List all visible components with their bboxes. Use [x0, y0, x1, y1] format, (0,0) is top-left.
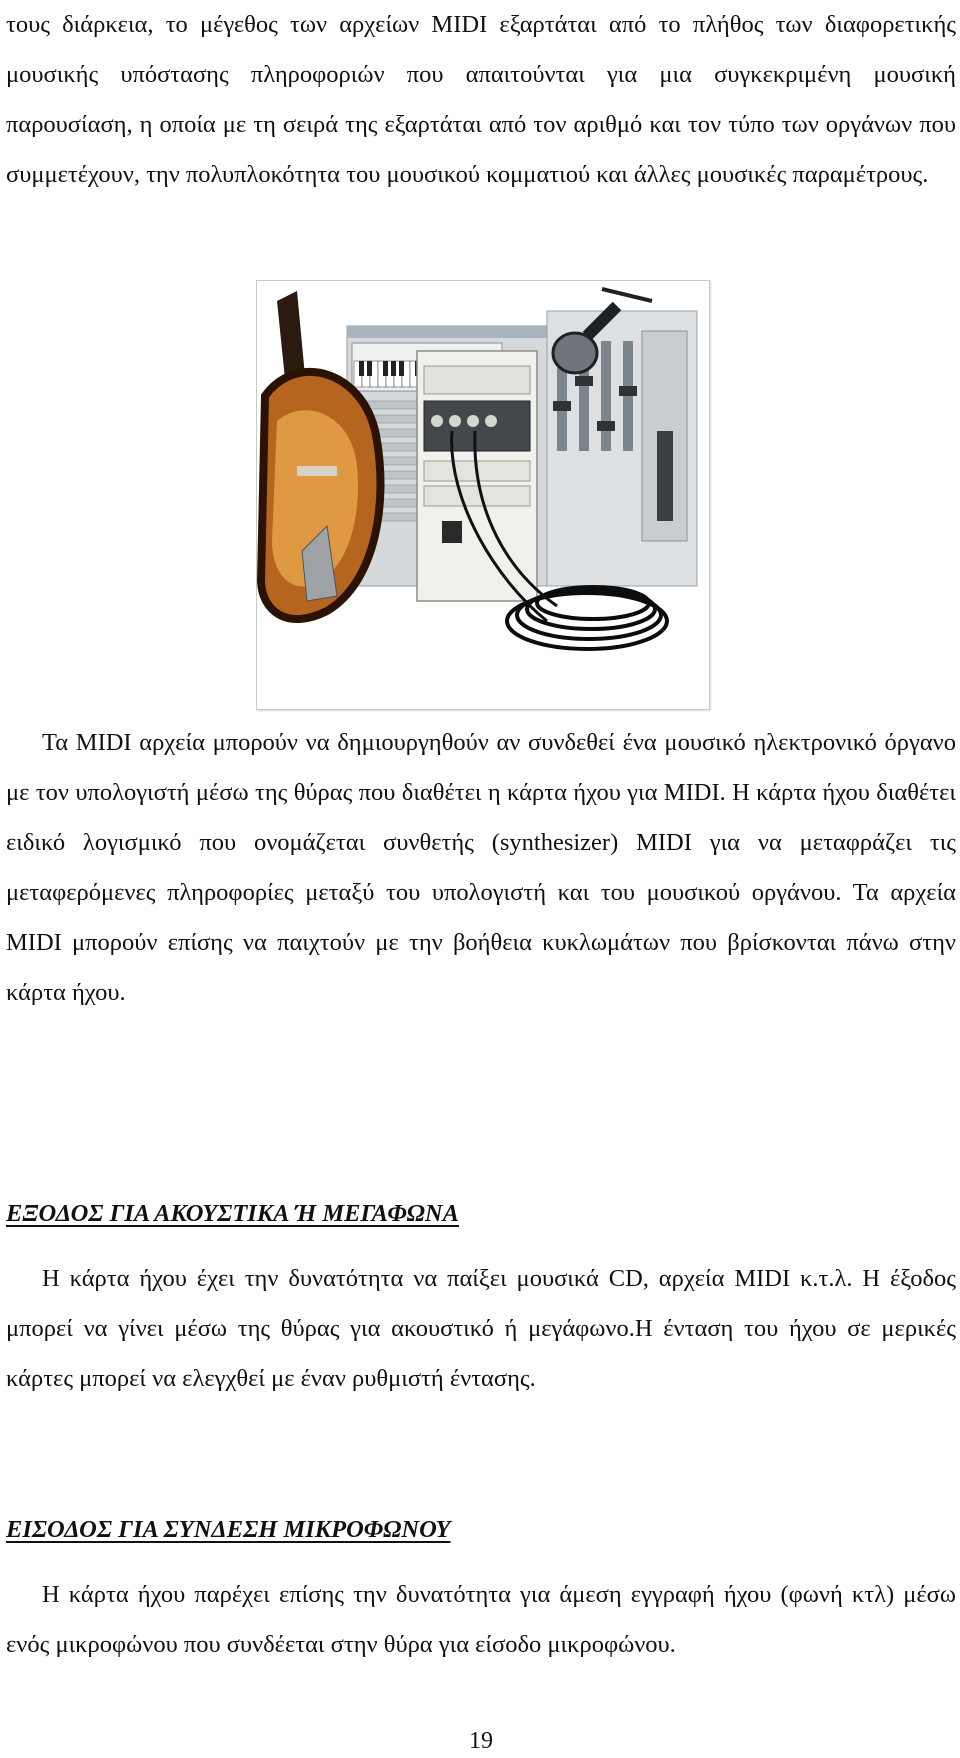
- sound-equipment-illustration: [257, 281, 709, 709]
- paragraph-output: Η κάρτα ήχου έχει την δυνατότητα να παίξει μουσικά CD, αρχεία MIDI κ.τ.λ. Η έξοδος μπορεί να γίνει μέσω της θύρας για ακουστικό ή μεγάφωνο.Η ένταση του ήχου σε μερικές κάρτες μπορεί να ελεγχθεί με έναν ρυθμιστή έντασης.: [6, 1265, 956, 1392]
- document-page: [6, 0, 956, 1758]
- heading-output: ΕΞΟΔΟΣ ΓΙΑ ΑΚΟΥΣΤΙΚΑ Ή ΜΕΓΑΦΩΝΑ: [6, 1200, 459, 1227]
- page-number: 19: [469, 1728, 493, 1754]
- sound-equipment-figure: [256, 280, 710, 710]
- paragraph-input: Η κάρτα ήχου παρέχει επίσης την δυνατότητα για άμεση εγγραφή ήχου (φωνή κτλ) μέσω ενός μικροφώνου που συνδέεται στην θύρα για είσοδο μικροφώνου.: [6, 1581, 956, 1658]
- heading-input: ΕΙΣΟΔΟΣ ΓΙΑ ΣΥΝΔΕΣΗ ΜΙΚΡΟΦΩΝΟΥ: [6, 1516, 451, 1543]
- paragraph-midi-size: τους διάρκεια, το μέγεθος των αρχείων MIDI εξαρτάται από το πλήθος των διαφορετικής μουσικής υπόστασης πληροφοριών που απαιτούνται για μια συγκεκριμένη μουσική παρουσίαση, η οποία με τη σειρά της εξαρτάται από τον αριθμό και τον τύπο των οργάνων που συμμετέχουν, την πολυπλοκότητα του μουσικού κομματιού και άλλες μουσικές παραμέτρους.: [6, 11, 956, 188]
- guitar-neck: [277, 291, 305, 379]
- paragraph-midi-creation: Τα MIDI αρχεία μπορούν να δημιουργηθούν αν συνδεθεί ένα μουσικό ηλεκτρονικό όργανο με τον υπολογιστή μέσω της θύρας που διαθέτει η κάρτα ήχου για MIDI. Η κάρτα ήχου διαθέτει ειδικό λογισμικό που ονομάζεται συνθετής (synthesizer) MIDI για να μεταφράζει τις μεταφερόμενες πληροφορίες μεταξύ του υπολογιστή και του μουσικού οργάνου. Τα αρχεία MIDI μπορούν επίσης να παιχτούν με την βοήθεια κυκλωμάτων που βρίσκονται πάνω στην κάρτα ήχου.: [6, 729, 956, 1006]
